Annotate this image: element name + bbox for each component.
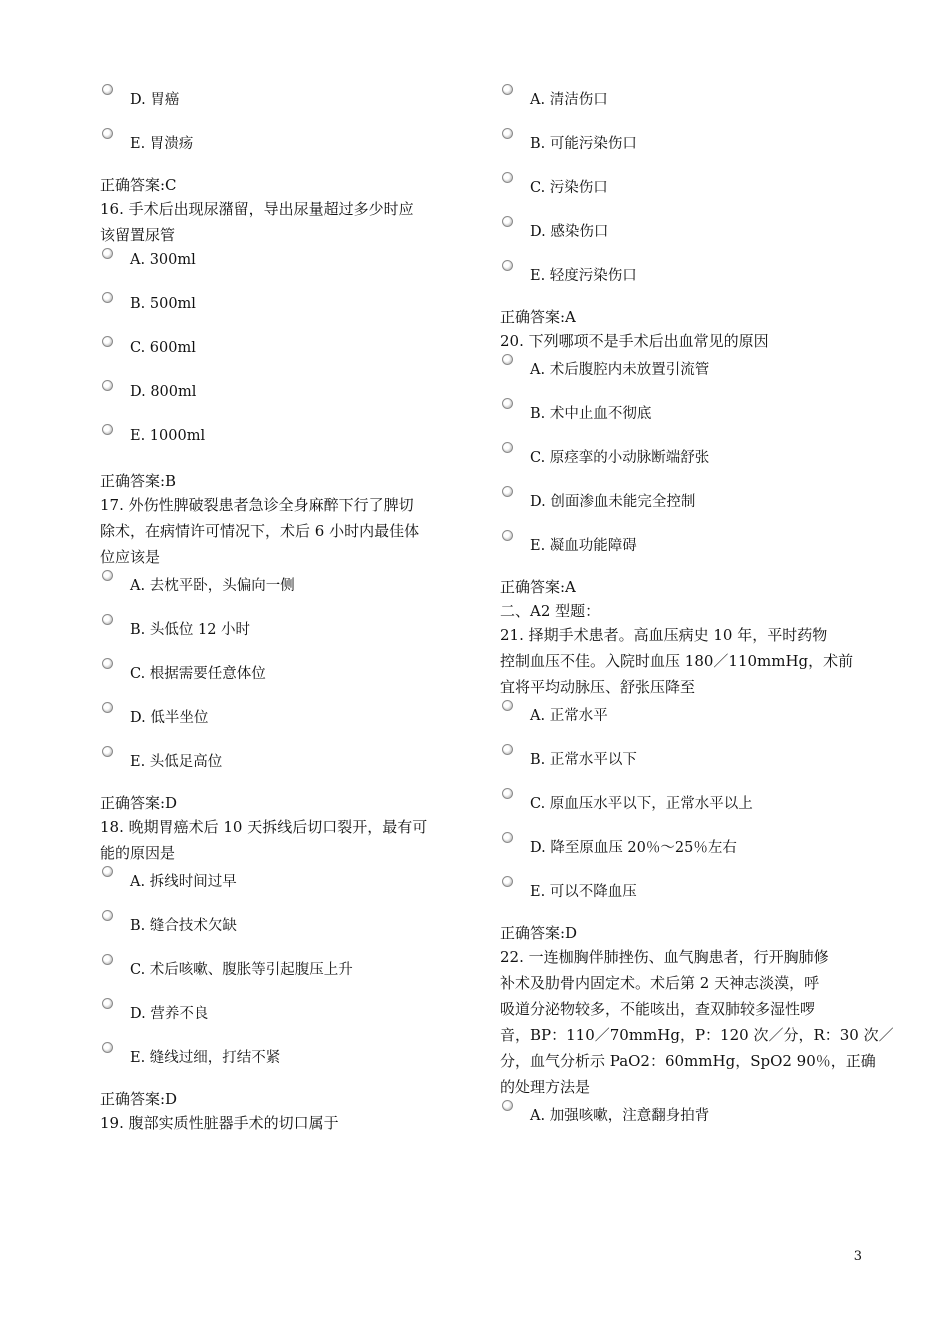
radio-option[interactable] [102, 248, 113, 259]
option-label: B. 术中止血不彻底 [530, 406, 652, 422]
radio-option[interactable] [102, 570, 113, 581]
radio-option[interactable] [102, 954, 113, 965]
correct-answer: 正确答案:D [100, 794, 178, 812]
question-text [100, 814, 427, 866]
question-line: 16. 手术后出现尿潴留，导出尿量超过多少时应 [100, 200, 414, 218]
radio-option[interactable] [102, 910, 113, 921]
radio-option[interactable] [502, 216, 513, 227]
option-label: B. 头低位 12 小时 [130, 622, 251, 638]
option-label: C. 600ml [130, 340, 196, 356]
radio-option[interactable] [502, 700, 513, 711]
question-line: 17. 外伤性脾破裂患者急诊全身麻醉下行了脾切 [100, 496, 414, 514]
option-label: D. 感染伤口 [530, 224, 609, 240]
radio-option[interactable] [502, 486, 513, 497]
radio-option[interactable] [502, 354, 513, 365]
radio-option[interactable] [502, 172, 513, 183]
option-label: D. 低半坐位 [130, 710, 209, 726]
option-label: C. 根据需要任意体位 [130, 666, 266, 682]
question-line: 吸道分泌物较多，不能咳出，查双肺较多湿性啰 [500, 1000, 816, 1018]
option-label: C. 原痉挛的小动脉断端舒张 [530, 450, 710, 466]
radio-option[interactable] [102, 84, 113, 95]
question-line: 除术，在病情许可情况下，术后 6 小时内最佳体 [100, 522, 420, 540]
option-label: D. 降至原血压 20％～25％左右 [530, 840, 737, 856]
question-line: 音，BP：110／70mmHg，P：120 次／分，R：30 次／ [500, 1026, 894, 1044]
question-line: 补术及肋骨内固定术。术后第 2 天神志淡漠，呼 [500, 974, 820, 992]
question-line: 的处理方法是 [500, 1078, 591, 1096]
correct-answer: 正确答案:D [100, 1090, 178, 1108]
radio-option[interactable] [102, 128, 113, 139]
correct-answer: 正确答案:C [100, 176, 177, 194]
radio-option[interactable] [502, 832, 513, 843]
option-label: B. 可能污染伤口 [530, 136, 637, 152]
radio-option[interactable] [102, 336, 113, 347]
question-line: 该留置尿管 [100, 226, 176, 244]
question-line: 20. 下列哪项不是手术后出血常见的原因 [500, 332, 769, 350]
question-line: 18. 晚期胃癌术后 10 天拆线后切口裂开，最有可 [100, 818, 428, 836]
option-label: A. 术后腹腔内未放置引流管 [530, 362, 710, 378]
radio-option[interactable] [102, 702, 113, 713]
radio-option[interactable] [102, 424, 113, 435]
option-label: D. 800ml [130, 384, 197, 400]
option-label: E. 1000ml [130, 428, 206, 444]
option-label: D. 胃癌 [130, 92, 180, 108]
question-text [100, 492, 419, 570]
correct-answer: 正确答案:D [500, 924, 578, 942]
question-line: 能的原因是 [100, 844, 176, 862]
question-text [100, 196, 414, 248]
option-label: D. 营养不良 [130, 1006, 209, 1022]
question-line: 分，血气分析示 PaO2：60mmHg，SpO2 90％，正确 [500, 1052, 876, 1070]
question-line: 位应该是 [100, 548, 161, 566]
radio-option[interactable] [502, 442, 513, 453]
radio-option[interactable] [502, 128, 513, 139]
radio-option[interactable] [502, 1100, 513, 1111]
correct-answer: 正确答案:A [500, 578, 576, 596]
question-line: 控制血压不佳。入院时血压 180／110mmHg，术前 [500, 652, 854, 670]
question-text [500, 944, 894, 1100]
radio-option[interactable] [102, 746, 113, 757]
option-label: A. 清洁伤口 [530, 92, 608, 108]
question-line: 宜将平均动脉压、舒张压降至 [500, 678, 696, 696]
question-text [500, 622, 853, 700]
radio-option[interactable] [102, 614, 113, 625]
radio-option[interactable] [102, 380, 113, 391]
radio-option[interactable] [502, 260, 513, 271]
option-label: C. 原血压水平以下，正常水平以上 [530, 796, 753, 812]
radio-option[interactable] [102, 292, 113, 303]
correct-answer: 正确答案:B [100, 472, 177, 490]
radio-option[interactable] [102, 998, 113, 1009]
option-label: E. 可以不降血压 [530, 884, 637, 900]
option-label: C. 污染伤口 [530, 180, 608, 196]
radio-option[interactable] [502, 788, 513, 799]
option-label: B. 缝合技术欠缺 [130, 918, 237, 934]
question-line: 21. 择期手术患者。高血压病史 10 年，平时药物 [500, 626, 828, 644]
radio-option[interactable] [502, 876, 513, 887]
page-number: 3 [853, 1249, 862, 1264]
question-text [100, 1110, 339, 1136]
section-heading: 二、A2 型题： [500, 602, 601, 620]
radio-option[interactable] [502, 530, 513, 541]
question-line: 19. 腹部实质性脏器手术的切口属于 [100, 1114, 339, 1132]
option-label: E. 缝线过细，打结不紧 [130, 1050, 281, 1066]
radio-option[interactable] [102, 866, 113, 877]
radio-option[interactable] [502, 84, 513, 95]
option-label: E. 凝血功能障碍 [530, 538, 637, 554]
option-label: D. 创面渗血未能完全控制 [530, 494, 696, 510]
radio-option[interactable] [102, 658, 113, 669]
question-text [500, 328, 769, 354]
option-label: A. 去枕平卧，头偏向一侧 [130, 578, 295, 594]
option-label: A. 加强咳嗽，注意翻身拍背 [530, 1108, 710, 1124]
radio-option[interactable] [502, 744, 513, 755]
option-label: B. 500ml [130, 296, 196, 312]
option-label: A. 正常水平 [530, 708, 608, 724]
option-label: A. 300ml [130, 252, 196, 268]
question-line: 22. 一连枷胸伴肺挫伤、血气胸患者，行开胸肺修 [500, 948, 829, 966]
option-label: A. 拆线时间过早 [130, 874, 237, 890]
option-label: B. 正常水平以下 [530, 752, 637, 768]
option-label: E. 头低足高位 [130, 754, 223, 770]
radio-option[interactable] [102, 1042, 113, 1053]
radio-option[interactable] [502, 398, 513, 409]
correct-answer: 正确答案:A [500, 308, 576, 326]
option-label: E. 胃溃疡 [130, 136, 194, 152]
option-label: C. 术后咳嗽、腹胀等引起腹压上升 [130, 962, 353, 978]
option-label: E. 轻度污染伤口 [530, 268, 637, 284]
